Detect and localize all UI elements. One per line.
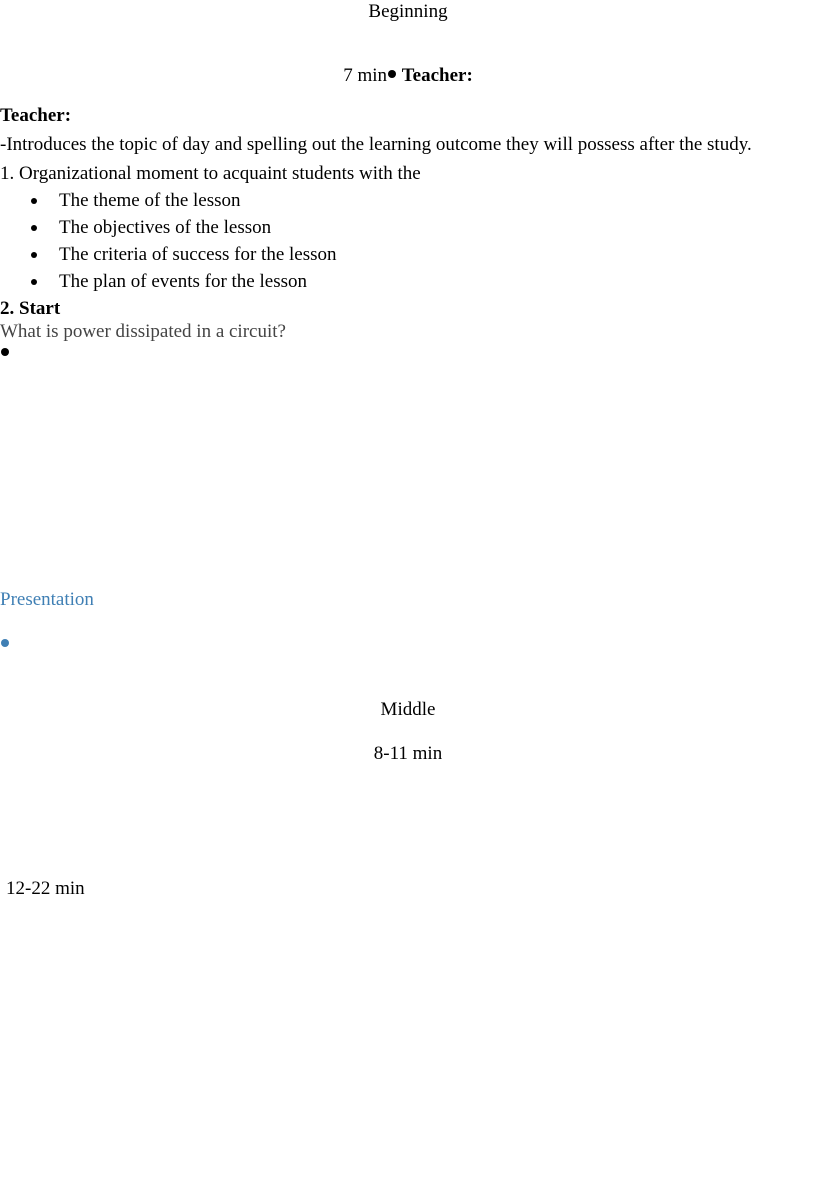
middle-time-2: 12-22 min (6, 878, 85, 899)
bullet-dot-icon (1, 639, 9, 647)
bullet-dot-icon (388, 70, 396, 78)
presentation-label: Presentation (0, 589, 94, 610)
beginning-time-row (0, 64, 816, 88)
list-item-text: The plan of events for the lesson (59, 271, 307, 292)
list-item-text: The criteria of success for the lesson (59, 244, 337, 265)
teacher-intro: -Introduces the topic of day and spelling out the learning outcome they will possess after the study. (0, 134, 752, 155)
section-title-beginning: Beginning (368, 1, 448, 22)
middle-time-1: 8-11 min (373, 743, 443, 764)
list-item-text: The theme of the lesson (59, 190, 241, 211)
list-item (0, 189, 337, 216)
objectives-list (0, 189, 337, 297)
teacher-heading: Teacher: (0, 105, 72, 126)
list-item (0, 270, 337, 297)
step-2-start: 2. Start (0, 298, 61, 319)
step-1: 1. Organizational moment to acquaint students with the (0, 163, 421, 184)
list-item (0, 243, 337, 270)
bullet-icon (31, 252, 37, 258)
bullet-dot-icon (1, 348, 9, 356)
question-text: What is power dissipated in a circuit? (0, 321, 286, 342)
bullet-icon (31, 279, 37, 285)
list-item-text: The objectives of the lesson (59, 217, 272, 238)
section-title-middle: Middle (380, 699, 436, 720)
list-item (0, 216, 337, 243)
beginning-time: 7 min (343, 65, 387, 86)
bullet-icon (31, 225, 37, 231)
time-teacher-label: Teacher: (401, 65, 473, 86)
bullet-icon (31, 198, 37, 204)
